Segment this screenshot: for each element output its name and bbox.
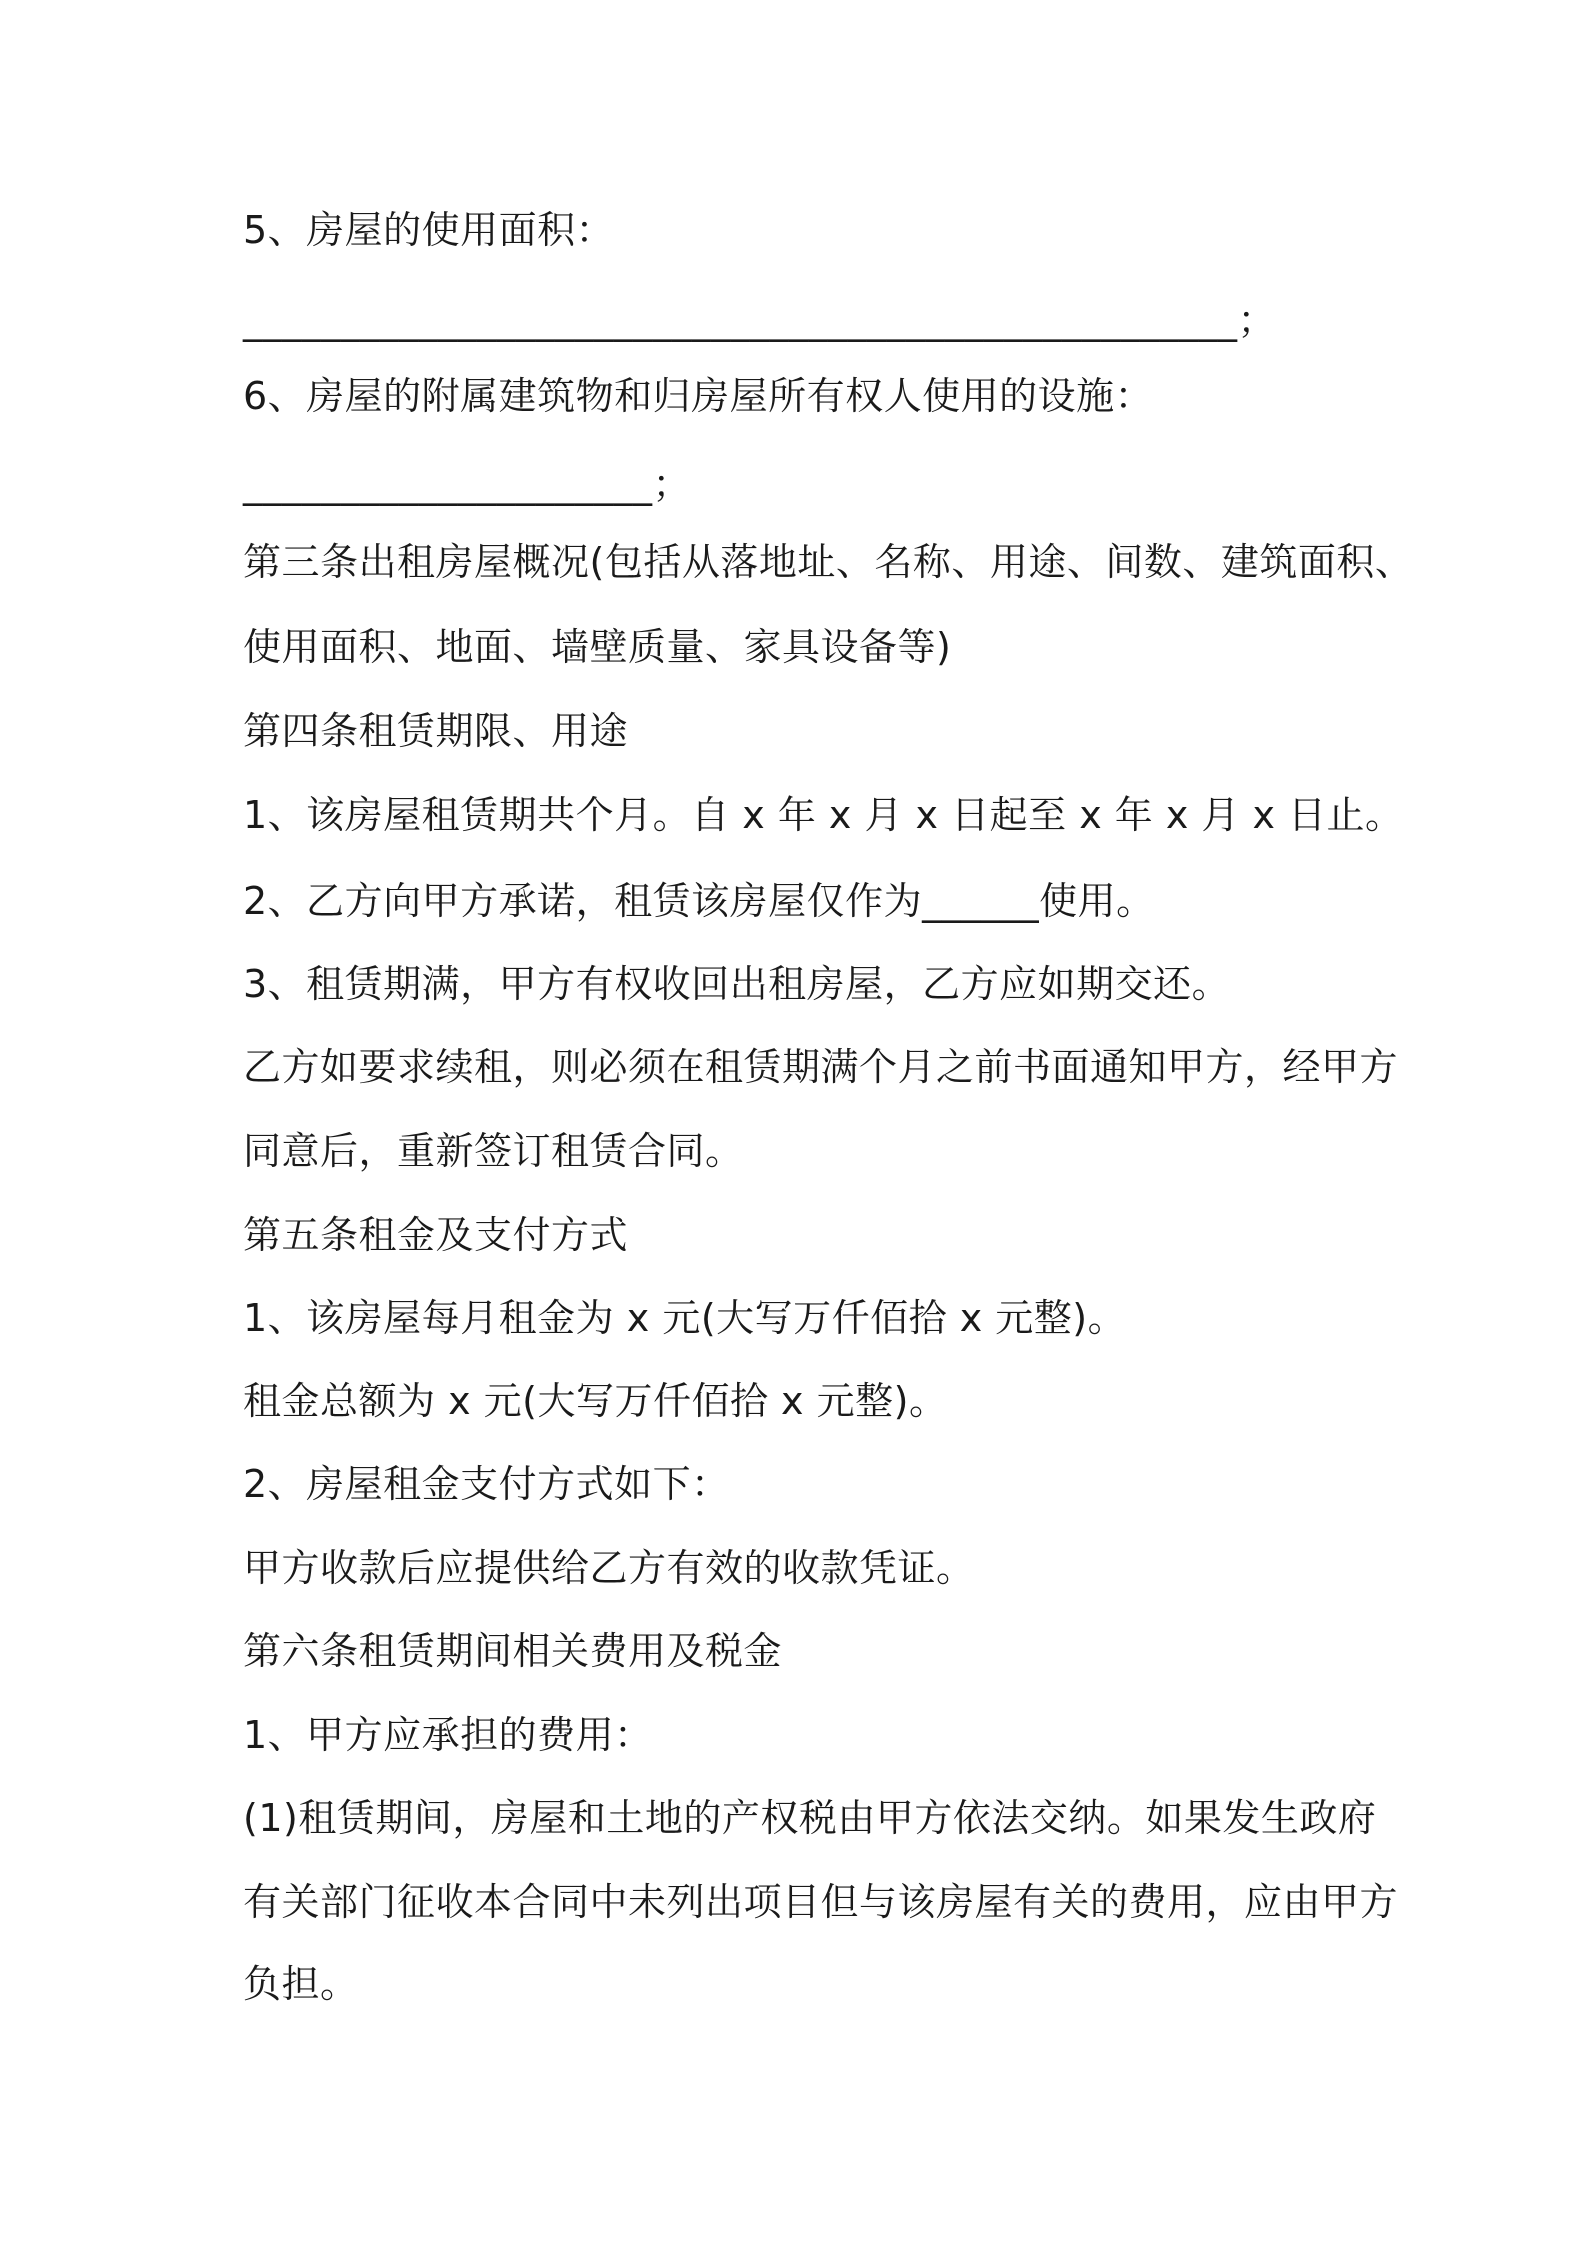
clause-5-usable-area-label: 5、房屋的使用面积： xyxy=(243,208,615,252)
article-5-item-2: 2、房屋租金支付方式如下： xyxy=(243,1462,730,1506)
usable-area-blank-line: ___________________________________________________； xyxy=(243,298,1277,342)
renewal-paragraph-continuation: 同意后，重新签订租赁合同。 xyxy=(243,1129,744,1173)
article-6-heading: 第六条租赁期间相关费用及税金 xyxy=(243,1629,783,1673)
renewal-paragraph: 乙方如要求续租，则必须在租赁期满个月之前书面通知甲方，经甲方 xyxy=(243,1045,1399,1089)
article-5-item-1: 1、该房屋每月租金为 x 元(大写万仟佰拾 x 元整)。 xyxy=(243,1296,1127,1340)
article-6-subitem-1-continuation: 有关部门征收本合同中未列出项目但与该房屋有关的费用，应由甲方 xyxy=(243,1880,1399,1924)
receipt-line: 甲方收款后应提供给乙方有效的收款凭证。 xyxy=(243,1546,975,1590)
article-4-heading: 第四条租赁期限、用途 xyxy=(243,709,629,753)
article-5-heading: 第五条租金及支付方式 xyxy=(243,1213,629,1257)
article-4-item-1: 1、该房屋租赁期共个月。自 x 年 x 月 x 日起至 x 年 x 月 x 日止。 xyxy=(243,793,1404,837)
article-6-item-1: 1、甲方应承担的费用： xyxy=(243,1713,653,1757)
article-4-item-2: 2、乙方向甲方承诺，租赁该房屋仅作为______使用。 xyxy=(243,879,1155,923)
article-3-continuation: 使用面积、地面、墙壁质量、家具设备等) xyxy=(243,625,952,669)
article-6-subitem-1: (1)租赁期间，房屋和土地的产权税由甲方依法交纳。如果发生政府 xyxy=(243,1796,1377,1840)
article-3-heading: 第三条出租房屋概况(包括从落地址、名称、用途、间数、建筑面积、 xyxy=(243,540,1414,584)
facilities-blank-line: _____________________； xyxy=(243,462,692,506)
article-4-item-3: 3、租赁期满，甲方有权收回出租房屋，乙方应如期交还。 xyxy=(243,962,1231,1006)
rent-total-line: 租金总额为 x 元(大写万仟佰拾 x 元整)。 xyxy=(243,1379,948,1423)
clause-6-facilities-label: 6、房屋的附属建筑物和归房屋所有权人使用的设施： xyxy=(243,374,1154,418)
article-6-subitem-1-end: 负担。 xyxy=(243,1962,359,2006)
